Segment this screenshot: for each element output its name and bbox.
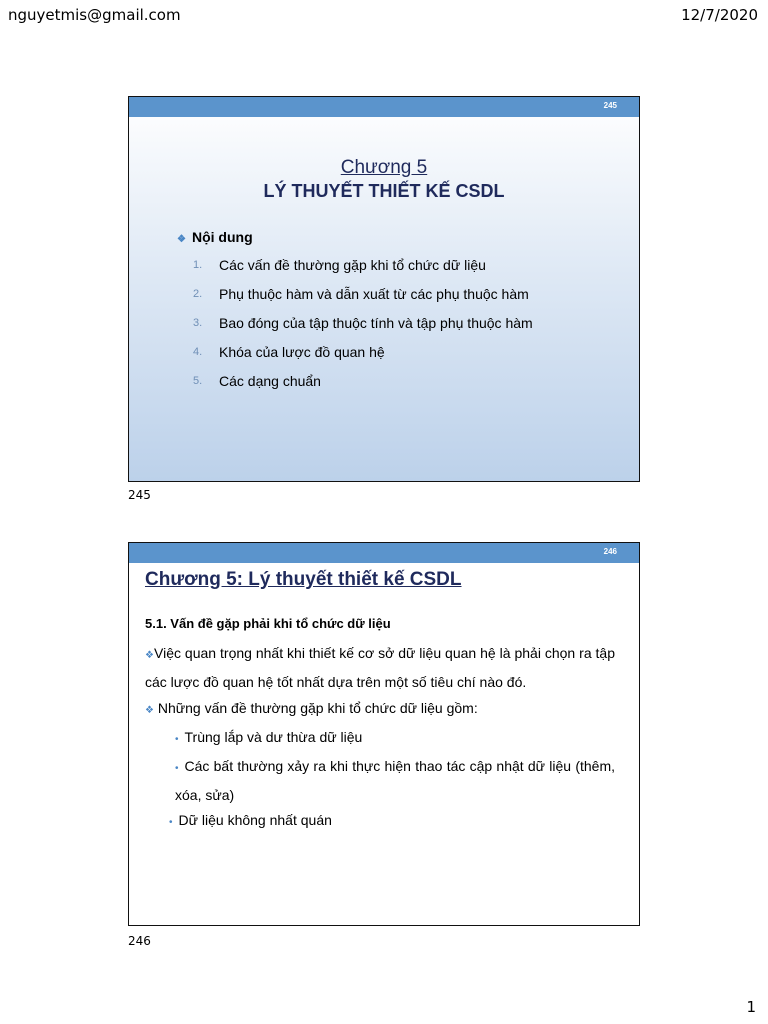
list-item	[193, 315, 623, 344]
slide-245	[128, 96, 640, 482]
contents-list	[193, 257, 623, 402]
section-heading: 5.1. Vấn đề gặp phải khi tổ chức dữ liệu	[145, 616, 391, 631]
slide-number: 245	[603, 101, 617, 110]
list-item-text: Các dạng chuẩn	[219, 373, 321, 389]
slide-246	[128, 542, 640, 926]
slide-title-chapter: Chương 5	[340, 157, 428, 178]
header-date: 12/7/2020	[681, 6, 758, 24]
slide-title-topic: LÝ THUYẾT THIẾT KẾ CSDL	[263, 181, 505, 201]
list-item	[193, 344, 623, 373]
paragraph-text: Việc quan trọng nhất khi thiết kế cơ sở dữ liệu quan hệ là phải chọn ra tập các lược đồ quan hệ tốt nhất dựa trên một số tiêu chí nào đó.	[145, 645, 615, 690]
slide-number: 246	[603, 547, 617, 556]
diamond-bullet-icon: ❖	[145, 650, 155, 661]
slide-header-bar	[129, 543, 639, 563]
paragraph-text: Những vấn đề thường gặp khi tổ chức dữ liệu gồm:	[157, 700, 478, 716]
slide-caption: 245	[128, 488, 151, 502]
dot-bullet-icon: •	[175, 734, 179, 745]
list-item-text: Dữ liệu không nhất quán	[178, 812, 332, 828]
list-item-text: Các bất thường xảy ra khi thực hiện thao tác cập nhật dữ liệu (thêm, xóa, sửa)	[175, 758, 615, 803]
list-item-text: Khóa của lược đồ quan hệ	[219, 344, 385, 360]
paragraph	[145, 695, 615, 724]
list-item-number: 4.	[193, 346, 203, 358]
list-item	[193, 257, 623, 286]
list-item	[175, 753, 615, 808]
list-item	[193, 373, 623, 402]
header-email: nguyetmis@gmail.com	[8, 6, 181, 24]
diamond-bullet-icon: ❖	[177, 234, 186, 245]
diamond-bullet-icon: ❖	[145, 705, 154, 716]
list-item-text: Phụ thuộc hàm và dẫn xuất từ các phụ thuộc hàm	[219, 286, 529, 302]
dot-bullet-icon: •	[169, 817, 173, 828]
list-item-text: Các vấn đề thường gặp khi tổ chức dữ liệu	[219, 257, 486, 273]
list-item-text: Trùng lắp và dư thừa dữ liệu	[184, 729, 363, 745]
list-item-number: 3.	[193, 317, 203, 329]
slide-header-bar	[129, 97, 639, 117]
list-item-number: 5.	[193, 375, 203, 387]
slide-title: Chương 5: Lý thuyết thiết kế CSDL	[145, 569, 462, 590]
page-number: 1	[746, 998, 756, 1016]
list-item	[169, 807, 609, 836]
list-item-number: 2.	[193, 288, 203, 300]
paragraph	[145, 640, 615, 695]
dot-bullet-icon: •	[175, 763, 179, 774]
contents-heading-label: Nội dung	[191, 229, 253, 245]
slide-caption: 246	[128, 934, 151, 948]
list-item-text: Bao đóng của tập thuộc tính và tập phụ thuộc hàm	[219, 315, 533, 331]
list-item	[193, 286, 623, 315]
list-item	[175, 724, 615, 753]
contents-heading	[177, 229, 253, 245]
list-item-number: 1.	[193, 259, 203, 271]
